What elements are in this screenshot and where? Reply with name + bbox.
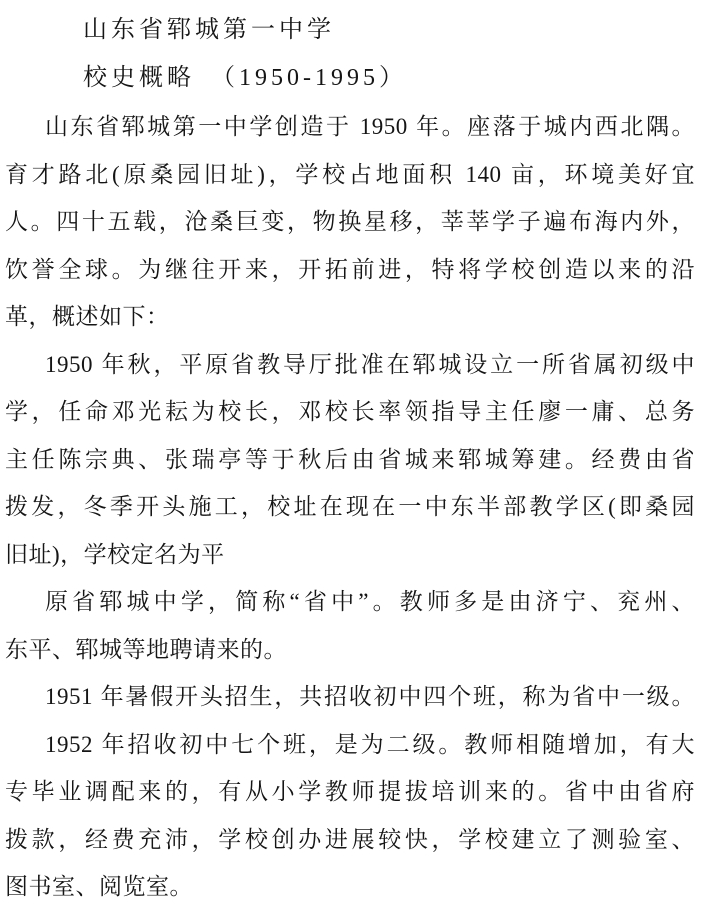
text-line: 学，任命邓光耘为校长，邓校长率领指导主任廖一庸、总务 [5, 399, 695, 424]
text-line: 图书室、阅览室。 [5, 874, 193, 899]
text-line: 原省郓城中学，简称“省中”。教师多是由济宁、兖州、 [45, 589, 695, 614]
text-line: 山东省郓城第一中学创造于 1950 年。座落于城内西北隅。 [45, 114, 695, 139]
text-line: 拨款，经费充沛，学校创办进展较快，学校建立了测验室、 [5, 826, 695, 852]
text-line: 1952 年招收初中七个班，是为二级。教师相随增加，有大 [45, 731, 695, 757]
text-line: 专毕业调配来的，有从小学教师提拔培训来的。省中由省府 [5, 779, 695, 804]
paragraph [5, 578, 695, 673]
text-line: 东平、郓城等地聘请来的。 [5, 636, 287, 662]
text-line: 饮誉全球。为继往开来，开拓前进，特将学校创造以来的沿 [5, 256, 695, 282]
text-line: 革，概述如下： [5, 304, 170, 329]
text-line: 主任陈宗典、张瑞亭等于秋后由省城来郓城筹建。经费由省 [5, 446, 695, 472]
paragraph [5, 721, 695, 911]
text-line: 拨发，冬季开头施工，校址在现在一中东半部教学区(即桑园 [5, 494, 695, 519]
document-title: 山东省郓城第一中学 [83, 17, 335, 43]
paragraph [5, 103, 695, 341]
paragraph [5, 673, 695, 721]
text-line: 1950 年秋，平原省教导厅批准在郓城设立一所省属初级中 [45, 351, 695, 377]
text-line: 1951 年暑假开头招生，共招收初中四个班，称为省中一级。 [45, 684, 695, 709]
document-subtitle: 校史概略 （1950-1995） [83, 65, 407, 91]
text-line: 旧址)，学校定名为平 [5, 541, 225, 567]
document-body [5, 103, 695, 911]
text-line: 人。四十五载，沧桑巨变，物换星移，莘莘学子遍布海内外， [5, 209, 695, 234]
paragraph [5, 341, 695, 579]
text-line: 育才路北(原桑园旧址)，学校占地面积 140 亩，环境美好宜 [5, 161, 695, 187]
